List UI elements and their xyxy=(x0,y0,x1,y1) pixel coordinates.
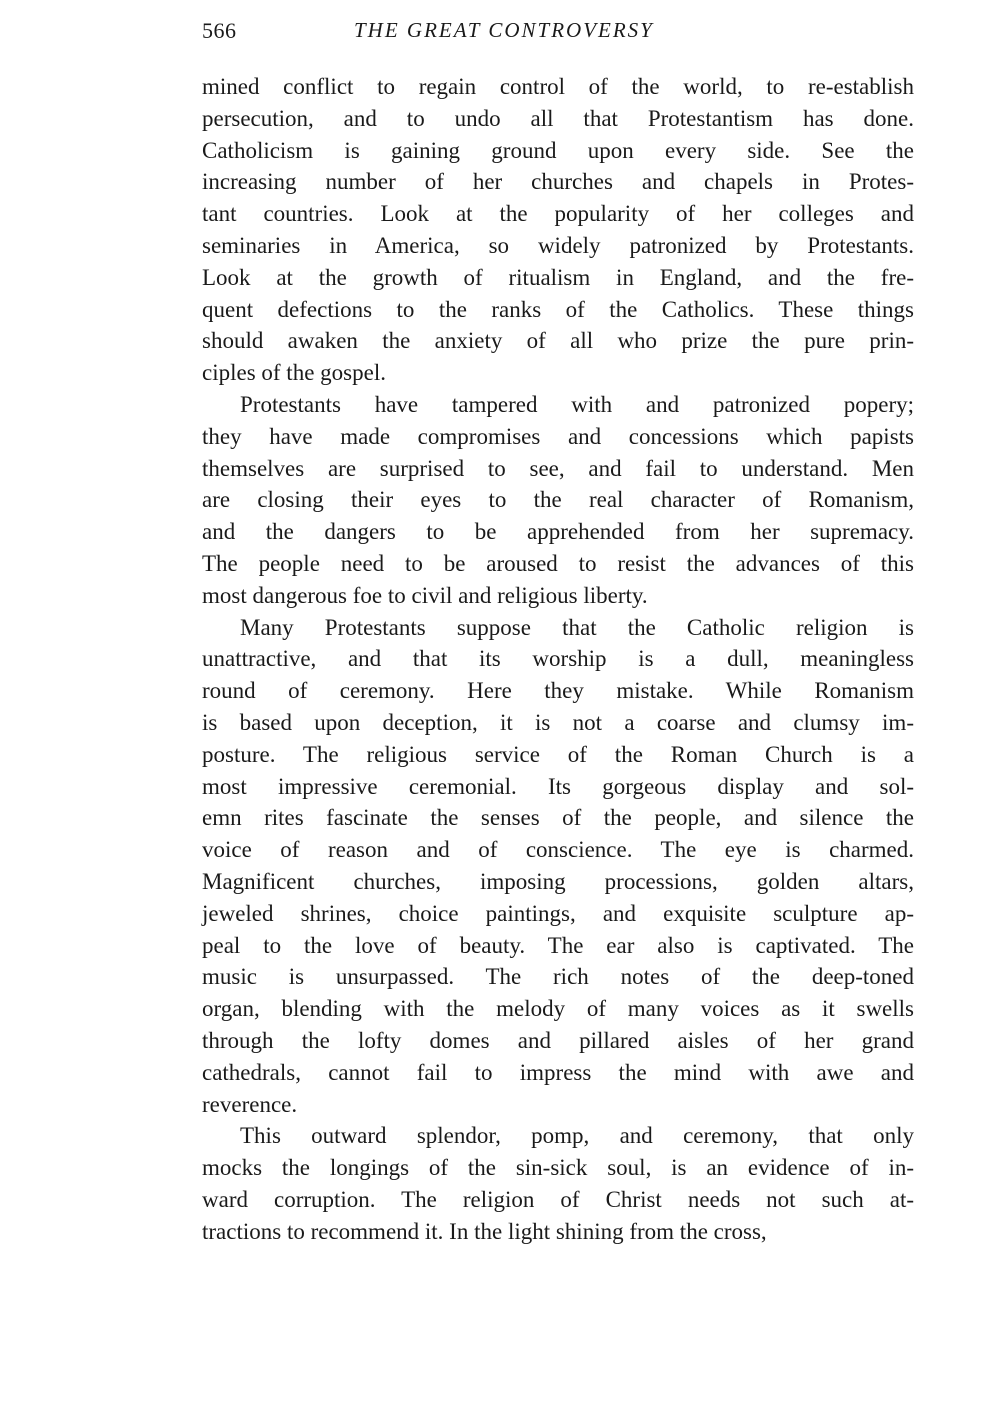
paragraph xyxy=(202,612,914,1121)
paragraph xyxy=(202,1120,914,1247)
text-line: Many Protestants suppose that the Catholic religion is xyxy=(240,614,914,640)
text-line: most dangerous foe to civil and religious liberty. xyxy=(202,582,648,608)
text-line: voice of reason and of conscience. The eye is charmed. xyxy=(202,837,914,863)
text-line: organ, blending with the melody of many voices as it swells xyxy=(202,996,914,1022)
text-line: round of ceremony. Here they mistake. While Romanism xyxy=(202,678,914,704)
text-line: is based upon deception, it is not a coarse and clumsy im- xyxy=(202,709,914,735)
text-line: Protestants have tampered with and patronized popery; xyxy=(240,391,914,417)
text-line: cathedrals, cannot fail to impress the mind with awe and xyxy=(202,1059,914,1085)
running-title: THE GREAT CONTROVERSY xyxy=(354,18,654,42)
paragraph xyxy=(202,71,914,389)
text-line: should awaken the anxiety of all who prize the pure prin- xyxy=(202,328,914,354)
text-line: This outward splendor, pomp, and ceremony, that only xyxy=(240,1123,914,1149)
text-line: most impressive ceremonial. Its gorgeous display and sol- xyxy=(202,773,914,799)
text-line: peal to the love of beauty. The ear also is captivated. The xyxy=(202,932,914,958)
page-header xyxy=(202,18,914,48)
text-line: ciples of the gospel. xyxy=(202,360,386,386)
text-line: through the lofty domes and pillared aisles of her grand xyxy=(202,1027,914,1053)
text-line: they have made compromises and concessions which papists xyxy=(202,423,914,449)
text-line: persecution, and to undo all that Protestantism has done. xyxy=(202,105,914,131)
page-number: 566 xyxy=(202,18,237,43)
text-line: mocks the longings of the sin-sick soul, is an evidence of in- xyxy=(202,1155,914,1181)
text-line: tant countries. Look at the popularity of her colleges and xyxy=(202,201,914,227)
text-line: quent defections to the ranks of the Catholics. These things xyxy=(202,296,914,322)
text-line: increasing number of her churches and chapels in Protes- xyxy=(202,169,914,195)
text-line: Catholicism is gaining ground upon every side. See the xyxy=(202,137,914,163)
text-line: Magnificent churches, imposing processions, golden altars, xyxy=(202,868,914,894)
text-line: seminaries in America, so widely patronized by Protestants. xyxy=(202,232,914,258)
text-line: posture. The religious service of the Roman Church is a xyxy=(202,741,914,767)
text-line: tractions to recommend it. In the light shining from the cross, xyxy=(202,1218,767,1244)
text-line: are closing their eyes to the real character of Romanism, xyxy=(202,487,914,513)
text-line: Look at the growth of ritualism in England, and the fre- xyxy=(202,264,914,290)
text-line: The people need to be aroused to resist the advances of this xyxy=(202,550,914,576)
text-line: and the dangers to be apprehended from her supremacy. xyxy=(202,519,914,545)
text-line: jeweled shrines, choice paintings, and exquisite sculpture ap- xyxy=(202,900,914,926)
text-line: music is unsurpassed. The rich notes of the deep-toned xyxy=(202,964,914,990)
paragraph xyxy=(202,389,914,612)
text-line: mined conflict to regain control of the world, to re-establish xyxy=(202,74,914,99)
text-line: emn rites fascinate the senses of the people, and silence the xyxy=(202,805,914,831)
text-line: reverence. xyxy=(202,1091,298,1117)
text-line: ward corruption. The religion of Christ needs not such at- xyxy=(202,1186,914,1212)
body-text xyxy=(202,71,914,1247)
text-line: themselves are surprised to see, and fail to understand. Men xyxy=(202,455,914,481)
text-line: unattractive, and that its worship is a dull, meaningless xyxy=(202,646,914,672)
